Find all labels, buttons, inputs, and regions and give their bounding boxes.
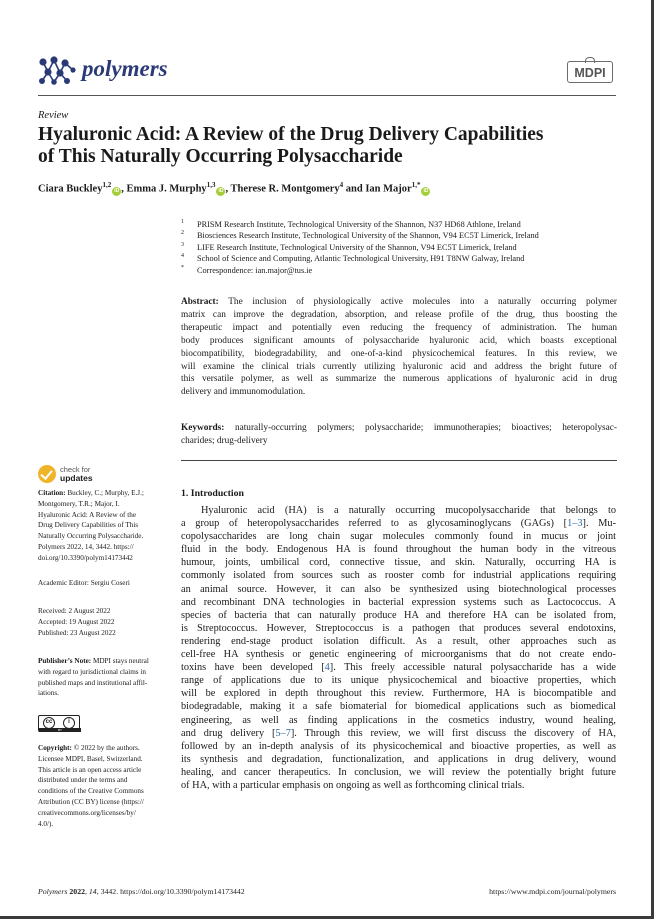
body-line xyxy=(181,635,616,648)
copyright-line: creativecommons.org/licenses/by/ xyxy=(38,808,136,817)
citation-label: Citation: xyxy=(38,489,66,497)
body-text: fluid in the body. Endogenous HA is found throughout the human body in the vitreous xyxy=(181,544,616,556)
check-updates-icon xyxy=(38,465,56,483)
body-text: is Streptococcus. However, Streptococcus is a pathogen that produces several endotoxins, xyxy=(181,622,616,634)
title-line: Hyaluronic Acid: A Review of the Drug Delivery Capabilities xyxy=(38,124,544,145)
title-line: of This Naturally Occurring Polysaccharide xyxy=(38,146,403,167)
copyright-line: 4.0/). xyxy=(38,819,54,828)
orcid-icon[interactable]: iD xyxy=(423,187,429,194)
keywords-label: Keywords: xyxy=(181,423,225,433)
polymers-logo-icon xyxy=(38,55,76,85)
abstract-line: therapeutic impact and potentially even reducing the frequency of administration. The human xyxy=(181,322,617,333)
citation-line: Naturally Occurring Polysaccharide. xyxy=(38,532,144,541)
affiliation-text: LIFE Research Institute, Technological University of the Shannon, V94 EC5T Limerick, Ireland xyxy=(197,242,517,252)
body-text: copolysaccharides are long chain sugar molecules commonly found in mucus or joint xyxy=(181,531,616,543)
copyright-line: conditions of the Creative Commons xyxy=(38,787,144,796)
body-line xyxy=(181,766,616,779)
body-text: Hyaluronic acid (HA) is a naturally occurring mucopolysaccharide that belongs to xyxy=(201,505,616,516)
body-text: healing, and cancer therapeutics. In conclusion, we will review the potentially bright future xyxy=(181,766,616,778)
received-date: Received: 2 August 2022 xyxy=(38,607,111,615)
affiliation-item xyxy=(181,265,539,276)
author-separator: and xyxy=(343,183,366,195)
author-name: Ciara Buckley xyxy=(38,183,103,195)
keywords-line: charides; drug-delivery xyxy=(181,435,268,446)
citation-line: Polymers 2022, 14, 3442. https:// xyxy=(38,542,134,551)
citation-block xyxy=(38,488,164,564)
body-text: will be explored in depth throughout this review. Furthermore, HA is biocompatible and xyxy=(181,688,616,700)
copyright-line: Attribution (CC BY) license (https:// xyxy=(38,797,144,806)
affiliation-text: Correspondence: ian.major@tus.ie xyxy=(197,265,313,275)
cc-icon: cc xyxy=(43,717,55,729)
affiliation-mark: 2 xyxy=(181,230,184,237)
body-line xyxy=(181,517,616,530)
copyright-line: distributed under the terms and xyxy=(38,776,128,785)
abstract-line: body produces significant amounts of polysaccharide hyaluronic acid, which boasts exceptional xyxy=(181,335,617,346)
affiliation-item xyxy=(181,242,539,253)
citation-link[interactable]: 4 xyxy=(324,662,330,674)
note-line: with regard to jurisdictional claims in xyxy=(38,667,146,676)
body-text: ]. Through this review, we will first discuss the discovery of HA, xyxy=(290,727,616,739)
cc-by-license-badge[interactable] xyxy=(38,715,80,732)
body-text: engineering, as well as finding applications in the cosmetics industry, wound healing, xyxy=(181,714,616,726)
cc-by-label: BY xyxy=(39,728,81,732)
citation-line: Montgomery, T.R.; Major, I. xyxy=(38,499,120,508)
abstract-line: biocompatibility, biodegradability, and one-of-a-kind physicochemical features. In this review, we xyxy=(181,348,617,359)
keywords xyxy=(181,422,617,448)
body-text: and recombinant DNA technologies in bacterial expression systems such as Lactococcus. A xyxy=(181,596,616,608)
body-line xyxy=(181,622,616,635)
section-heading: 1. Introduction xyxy=(181,488,244,499)
author-affiliation-marks: 4 xyxy=(339,181,344,189)
footer-citation: Polymers 2022, 14, 3442. https://doi.org/10.3390/polym14173442 xyxy=(38,887,245,896)
body-line xyxy=(181,609,616,622)
affiliation-mark: 3 xyxy=(181,241,184,248)
citation-line: Hyaluronic Acid: A Review of the xyxy=(38,510,137,519)
abstract-line: delivery and immunomodulation. xyxy=(181,387,306,398)
keywords-line: Keywords: naturally-occurring polymers; polysaccharide; immunotherapies; bioactives; heteropolysac- xyxy=(181,423,618,433)
introduction-body xyxy=(181,504,616,792)
affiliation-text: School of Science and Computing, Atlantic Technological University, H91 T8NW Galway, Ireland xyxy=(197,254,525,264)
keywords-rule xyxy=(181,460,617,461)
citation-line: doi.org/10.3390/polym14173442 xyxy=(38,553,133,562)
body-text: ]. This freely accessible natural polysaccharide has a wide xyxy=(329,662,616,674)
author-separator: , xyxy=(121,183,127,195)
author-affiliation-marks: 1,2 xyxy=(102,181,112,189)
abstract-line: will examine the clinical trials currently utilizing hyaluronic acid and address the bright future of xyxy=(181,361,617,372)
body-line xyxy=(181,569,616,582)
body-line xyxy=(181,740,616,753)
body-text: toxins have been developed [ xyxy=(181,662,325,674)
journal-name: polymers xyxy=(82,56,168,81)
author-separator: , xyxy=(225,183,231,195)
footer-journal-url[interactable]: https://www.mdpi.com/journal/polymers xyxy=(489,887,616,896)
affiliation-mark: 1 xyxy=(181,219,184,225)
body-line xyxy=(181,687,616,700)
author-affiliation-marks: 1,* xyxy=(411,181,421,189)
editor-line: Academic Editor: Sergiu Coseri xyxy=(38,579,130,587)
body-line xyxy=(181,583,616,596)
affiliation-item xyxy=(181,219,539,230)
copyright-line: Licensee MDPI, Basel, Switzerland. xyxy=(38,754,143,763)
affiliation-item xyxy=(181,230,539,241)
body-text: followed by an in-depth analysis of its physicochemical and bioactive properties, as well as xyxy=(181,740,616,752)
copyright-label: Copyright: xyxy=(38,744,72,752)
body-text: its synthesis and degradation, functionalization, and applications in drug delivery, wound xyxy=(181,753,616,765)
abstract-label: Abstract: xyxy=(181,297,219,307)
orcid-icon[interactable]: iD xyxy=(114,187,120,194)
body-text: species of bacteria that can naturally produce HA and therefore HA can be isolated from, xyxy=(181,609,616,621)
body-text: ]. Mu- xyxy=(582,518,616,530)
attribution-person-icon: i xyxy=(63,717,75,729)
body-text: humour, joints, umbilical cord, connective tissue, and skin. Naturally, occurring HA is xyxy=(181,557,616,569)
body-line xyxy=(181,779,616,792)
body-line xyxy=(181,596,616,609)
body-text: commonly isolated from sources such as rooster comb for industrial applications requiring xyxy=(181,570,616,582)
updates-text-bold: updates xyxy=(60,473,93,483)
publisher-logo: MDPI xyxy=(567,61,613,83)
abstract-line: Abstract: The inclusion of physiologically active molecules into a naturally occurring polymer xyxy=(181,297,618,307)
citation-line: Drug Delivery Capabilities of This xyxy=(38,521,139,530)
dates-block xyxy=(38,606,164,638)
body-text: and drug delivery [ xyxy=(181,727,276,739)
author-list xyxy=(38,181,430,196)
body-line xyxy=(181,753,616,766)
author-name: Therese R. Montgomery xyxy=(230,183,340,195)
copyright-block: Copyright: © 2022 by the authors. Licensee MDPI, Basel, Switzerland. This article is an open access article distributed under the terms and conditions of the Creative Commons Attribution (CC BY) license (https:// creativecommons.org/licenses/by/ 4.0/). xyxy=(38,743,164,829)
affiliation-item xyxy=(181,253,539,264)
note-line: iations. xyxy=(38,689,59,698)
body-text: cell-free HA synthesis or genetic engineering of microorganisms that do not create endo- xyxy=(181,649,616,661)
note-line: published maps and institutional affil- xyxy=(38,678,148,687)
author-name: Ian Major xyxy=(365,183,412,195)
abstract-line: matrix can improve the degradation, absorption, and release profile of the drug, thus boosting the xyxy=(181,309,617,320)
published-date: Published: 23 August 2022 xyxy=(38,628,116,637)
body-line xyxy=(181,648,616,661)
body-text: an animal source. However, it can also be synthesized using biotechnological processes xyxy=(181,583,616,595)
body-text: biodegradable, making it a safe biomaterial for biomedical applications such as biomedical xyxy=(181,701,616,713)
copyright-line: This article is an open access article xyxy=(38,765,142,774)
body-line xyxy=(181,727,616,740)
body-line xyxy=(181,714,616,727)
citation-line: Citation: Buckley, C.; Murphy, E.J.; xyxy=(38,489,144,497)
article-type: Review xyxy=(38,110,69,121)
body-line xyxy=(181,530,616,543)
body-text: of HA, with a particular emphasis on ongoing as well as forthcoming clinical trials. xyxy=(181,779,525,791)
abstract-line: this versatile polymer, as well as summarize the numerous applications of hyaluronic acid in drug xyxy=(181,374,617,385)
abstract xyxy=(181,296,617,399)
affiliation-mark: * xyxy=(181,264,184,271)
citation-link[interactable]: 1–3 xyxy=(567,518,583,530)
body-line xyxy=(181,700,616,713)
header-rule xyxy=(38,95,616,96)
body-text: range of applications due to its unique physicochemical and bioactive properties, which xyxy=(181,675,616,687)
article-title xyxy=(38,124,618,168)
body-line xyxy=(181,661,616,674)
accepted-date: Accepted: 19 August 2022 xyxy=(38,617,115,626)
note-label: Publisher’s Note: xyxy=(38,657,92,665)
body-line xyxy=(181,543,616,556)
affiliation-text: PRISM Research Institute, Technological University of the Shannon, N37 HD68 Athlone, Ireland xyxy=(197,220,521,229)
affiliations xyxy=(181,219,539,276)
affiliation-text: Biosciences Research Institute, Technological University of the Shannon, V94 EC5T Limerick, Ireland xyxy=(197,231,539,241)
author-name: Emma J. Murphy xyxy=(126,183,207,195)
publisher-note: Publisher’s Note: MDPI stays neutral with regard to jurisdictional claims in published maps and institutional affil- iations. xyxy=(38,656,164,699)
orcid-icon[interactable]: iD xyxy=(218,187,224,194)
author-affiliation-marks: 1,3 xyxy=(206,181,216,189)
body-text: a group of heteropolysaccharides referred to as glycosaminoglycans (GAGs) [ xyxy=(181,518,568,530)
body-text: rendering end-stage product isolation difficult. As a result, other approaches such as xyxy=(181,635,616,647)
body-line xyxy=(181,504,616,517)
affiliation-mark: 4 xyxy=(181,253,184,260)
body-line xyxy=(181,674,616,687)
citation-link[interactable]: 5–7 xyxy=(275,727,291,739)
body-line xyxy=(181,556,616,569)
updates-text: check for xyxy=(60,465,91,474)
